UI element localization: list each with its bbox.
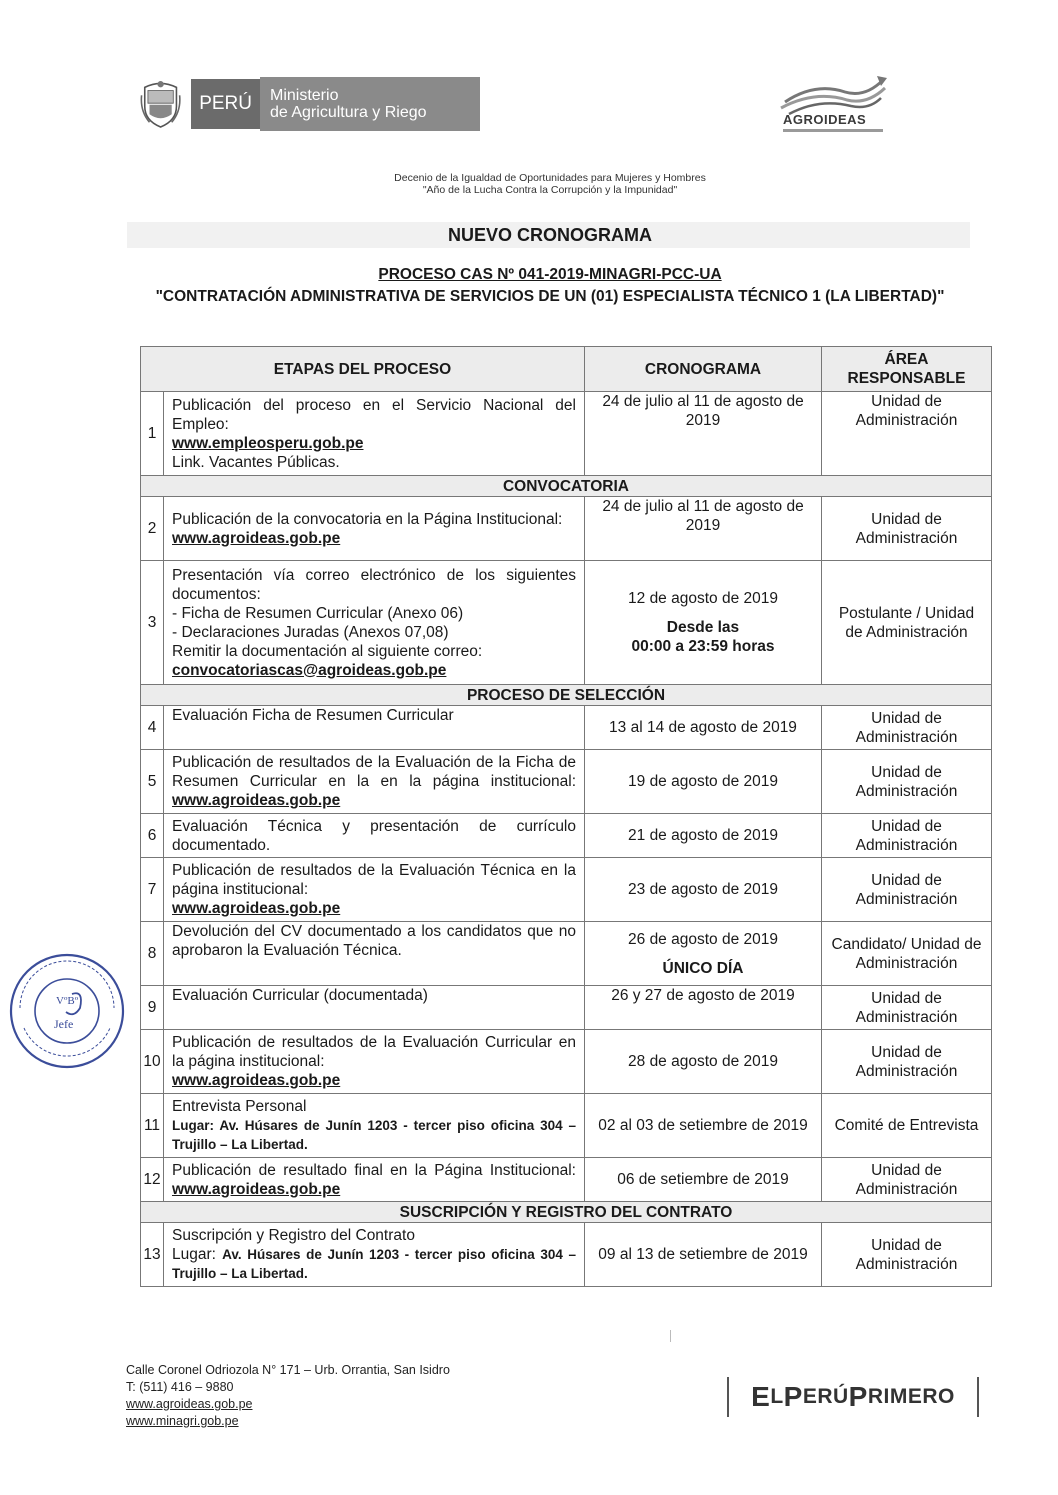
table-row: [141, 497, 992, 561]
row-date: 28 de agosto de 2019: [585, 1030, 822, 1094]
stage-extra: Remitir la documentación al siguiente correo:: [172, 642, 483, 660]
row-number: 13: [141, 1223, 164, 1287]
stage-text: Presentación vía correo electrónico de los siguientes documentos:: [172, 566, 576, 603]
section-row: [141, 476, 992, 497]
stage-link[interactable]: www.agroideas.gob.pe: [172, 1180, 341, 1198]
row-stage: [164, 750, 585, 814]
row-number: 1: [141, 392, 164, 476]
row-date: 06 de setiembre de 2019: [585, 1158, 822, 1202]
date-text: 12 de agosto de 2019: [628, 590, 778, 607]
slogan-char: E: [751, 1381, 771, 1412]
table-row: [141, 1158, 992, 1202]
stage-item-1: - Ficha de Resumen Curricular (Anexo 06): [172, 604, 464, 622]
stage-text: Publicación del proceso en el Servicio Nacional del Empleo:: [172, 396, 576, 433]
row-number: 10: [141, 1030, 164, 1094]
header-cronograma: CRONOGRAMA: [585, 347, 822, 392]
section-row: [141, 1202, 992, 1223]
row-area: Unidad de Administración: [822, 706, 992, 750]
row-date: 19 de agosto de 2019: [585, 750, 822, 814]
stage-text: Publicación de resultados de la Evaluación Técnica en la página institucional:: [172, 862, 576, 898]
header-etapas: ETAPAS DEL PROCESO: [141, 347, 585, 392]
ministry-logo: [191, 77, 480, 131]
schedule-table: [140, 346, 992, 1287]
row-date: 24 de julio al 11 de agosto de 2019: [585, 497, 822, 561]
stage-text: Publicación de resultados de la Evaluación Curricular en la página institucional:: [172, 1034, 576, 1070]
row-area: Postulante / Unidad de Administración: [822, 561, 992, 685]
row-number: 4: [141, 706, 164, 750]
official-stamp: [6, 950, 128, 1072]
stage-link[interactable]: www.agroideas.gob.pe: [172, 1072, 341, 1089]
ministry-header: [140, 70, 480, 138]
stage-email-link[interactable]: convocatoriascas@agroideas.gob.pe: [172, 661, 447, 679]
stage-link[interactable]: www.agroideas.gob.pe: [172, 900, 341, 917]
row-stage: Evaluación Ficha de Resumen Curricular: [164, 706, 585, 750]
row-stage: Evaluación Técnica y presentación de currículo documentado.: [164, 814, 585, 858]
process-code: PROCESO CAS Nº 041-2019-MINAGRI-PCC-UA: [378, 266, 722, 283]
country-label: PERÚ: [191, 79, 260, 129]
row-stage: [164, 392, 585, 476]
row-number: 6: [141, 814, 164, 858]
table-row: [141, 392, 992, 476]
row-area: Unidad de Administración: [822, 750, 992, 814]
stage-text: Publicación de la convocatoria en la Página Institucional:: [172, 510, 563, 528]
agroideas-brand: AGROIDEAS: [783, 112, 867, 127]
row-number: 3: [141, 561, 164, 685]
row-number: 7: [141, 858, 164, 922]
date-note-1: ÚNICO DÍA: [662, 959, 744, 977]
process-subtitle: "CONTRATACIÓN ADMINISTRATIVA DE SERVICIOS DE UN (01) ESPECIALISTA TÉCNICO 1 (LA LIBERTAD)": [155, 288, 945, 305]
table-row: [141, 1094, 992, 1158]
row-stage: Evaluación Curricular (documentada): [164, 986, 585, 1030]
row-area: Unidad de Administración: [822, 392, 992, 476]
row-date: 26 y 27 de agosto de 2019: [585, 986, 822, 1030]
stage-place: Av. Húsares de Junín 1203 - tercer piso oficina 304 – Trujillo – La Libertad.: [172, 1247, 576, 1281]
stage-item-2: - Declaraciones Juradas (Anexos 07,08): [172, 623, 449, 641]
row-date: 23 de agosto de 2019: [585, 858, 822, 922]
row-area: Unidad de Administración: [822, 497, 992, 561]
table-row: [141, 986, 992, 1030]
row-number: 5: [141, 750, 164, 814]
agroideas-logo-icon: [755, 72, 895, 137]
table-row: [141, 814, 992, 858]
row-area: Comité de Entrevista: [822, 1094, 992, 1158]
table-row: [141, 750, 992, 814]
section-seleccion: PROCESO DE SELECCIÓN: [141, 685, 992, 706]
ministry-name: [260, 77, 480, 131]
footer-address: Calle Coronel Odriozola N° 171 – Urb. Orrantia, San Isidro: [126, 1363, 450, 1377]
table-row: [141, 1223, 992, 1287]
row-date: 21 de agosto de 2019: [585, 814, 822, 858]
date-note-1: Desde las: [666, 619, 740, 636]
table-row: [141, 561, 992, 685]
row-date: [585, 922, 822, 986]
stage-place-label: Lugar:: [172, 1246, 216, 1263]
table-row: [141, 706, 992, 750]
table-row: [141, 858, 992, 922]
footer-phone: T: (511) 416 – 9880: [126, 1380, 234, 1394]
row-number: 12: [141, 1158, 164, 1202]
row-number: 8: [141, 922, 164, 986]
stage-text: Entrevista Personal: [172, 1098, 307, 1115]
date-note-2: 00:00 a 23:59 horas: [631, 638, 775, 655]
page-title: NUEVO CRONOGRAMA: [447, 225, 652, 245]
slogan-char: P: [783, 1381, 803, 1412]
footer-contact: [126, 1362, 450, 1430]
row-date: 09 al 13 de setiembre de 2019: [585, 1223, 822, 1287]
slogan-char: RIMERO: [867, 1385, 955, 1408]
slogan-char: ERÚ: [802, 1385, 849, 1408]
row-stage: Devolución del CV documentado a los candidatos que no aprobaron la Evaluación Técnica.: [164, 922, 585, 986]
stage-extra: Link. Vacantes Públicas.: [172, 453, 340, 471]
row-area: Unidad de Administración: [822, 986, 992, 1030]
row-area: Unidad de Administración: [822, 1030, 992, 1094]
table-header-row: [141, 347, 992, 392]
stamp-vobo: VºBº: [56, 995, 79, 1007]
row-date: 02 al 03 de setiembre de 2019: [585, 1094, 822, 1158]
row-stage: [164, 1158, 585, 1202]
national-shield-icon: [140, 73, 181, 135]
stage-text: Publicación de resultado final en la Página Institucional:: [172, 1161, 576, 1179]
stage-text: Publicación de resultados de la Evaluación de la Ficha de Resumen Curricular en la en la página institucional:: [172, 754, 576, 790]
row-date: [585, 561, 822, 685]
row-stage: [164, 1094, 585, 1158]
ministry-line-1: Ministerio: [270, 87, 339, 104]
stage-text: Suscripción y Registro del Contrato: [172, 1227, 415, 1244]
stage-place: Lugar: Av. Húsares de Junín 1203 - tercer piso oficina 304 – Trujillo – La Libertad.: [172, 1118, 576, 1152]
section-suscripcion: SUSCRIPCIÓN Y REGISTRO DEL CONTRATO: [141, 1202, 992, 1223]
row-area: Unidad de Administración: [822, 858, 992, 922]
row-stage: [164, 561, 585, 685]
row-date: 24 de julio al 11 de agosto de 2019: [585, 392, 822, 476]
date-text: 26 de agosto de 2019: [628, 930, 778, 948]
slogan-badge: [727, 1377, 979, 1417]
slogan-char: L: [770, 1385, 784, 1408]
stage-link[interactable]: www.agroideas.gob.pe: [172, 529, 341, 547]
row-date: 13 al 14 de agosto de 2019: [585, 706, 822, 750]
row-area: Unidad de Administración: [822, 814, 992, 858]
decree-line-2: "Año de la Lucha Contra la Corrupción y la Impunidad": [422, 184, 678, 196]
scan-mark: [670, 1330, 671, 1342]
slogan-char: P: [848, 1381, 868, 1412]
decree-line-1: Decenio de la Igualdad de Oportunidades para Mujeres y Hombres: [394, 172, 706, 184]
stage-link[interactable]: www.empleosperu.gob.pe: [172, 434, 364, 452]
row-number: 11: [141, 1094, 164, 1158]
table-row: [141, 922, 992, 986]
row-area: Unidad de Administración: [822, 1223, 992, 1287]
row-number: 2: [141, 497, 164, 561]
row-number: 9: [141, 986, 164, 1030]
footer-web-minagri[interactable]: www.minagri.gob.pe: [126, 1414, 239, 1428]
stage-link[interactable]: www.agroideas.gob.pe: [172, 792, 341, 809]
section-convocatoria: CONVOCATORIA: [141, 476, 992, 497]
row-stage: [164, 858, 585, 922]
table-row: [141, 1030, 992, 1094]
row-stage: [164, 1223, 585, 1287]
decree-text: [0, 172, 1058, 196]
row-stage: [164, 497, 585, 561]
stamp-jefe: Jefe: [54, 1017, 74, 1031]
row-area: Unidad de Administración: [822, 1158, 992, 1202]
footer-web-agroideas[interactable]: www.agroideas.gob.pe: [126, 1397, 253, 1411]
header-area: ÁREA RESPONSABLE: [822, 347, 992, 392]
agroideas-tagline-bar: [783, 129, 883, 132]
ministry-line-2: de Agricultura y Riego: [270, 104, 427, 121]
row-area: Candidato/ Unidad de Administración: [822, 922, 992, 986]
row-stage: [164, 1030, 585, 1094]
section-row: [141, 685, 992, 706]
